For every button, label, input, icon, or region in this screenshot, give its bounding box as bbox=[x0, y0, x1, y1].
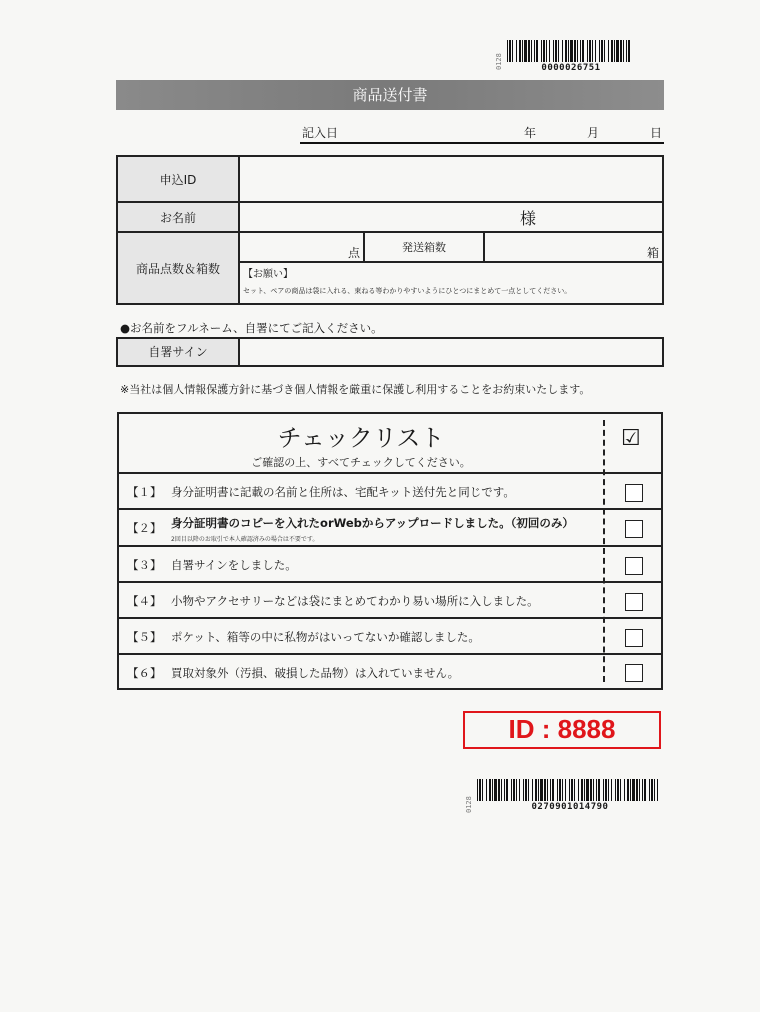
date-year: 年 bbox=[524, 126, 537, 140]
id-stamp: ID : 8888 bbox=[463, 711, 661, 749]
barcode-number: 0270901014790 bbox=[531, 802, 609, 812]
item-text: 買取対象外（汚損、破損した品物）は入れていません。 bbox=[171, 666, 460, 680]
checklist-item bbox=[119, 547, 661, 583]
item-checkbox[interactable] bbox=[625, 484, 643, 502]
barcode-gap bbox=[658, 779, 661, 801]
date-row bbox=[300, 122, 664, 144]
item-checkbox[interactable] bbox=[625, 557, 643, 575]
form-title: 商品送付書 bbox=[116, 80, 664, 110]
checklist bbox=[117, 412, 663, 690]
item-text: 小物やアクセサリーなどは袋にまとめてわかり易い場所に入しました。 bbox=[171, 594, 539, 608]
checklist-title: チェックリスト bbox=[277, 424, 445, 452]
item-number: 【２】 bbox=[127, 521, 162, 535]
request-text: セット、ペアの商品は袋に入れる、束ねる等わかりやすいようにひとつにまとめて一点としてください。 bbox=[243, 287, 572, 295]
checklist-item bbox=[119, 619, 661, 655]
signature-field[interactable] bbox=[240, 339, 662, 365]
item-number: 【４】 bbox=[127, 594, 162, 608]
checklist-item bbox=[119, 655, 661, 688]
privacy-note: ※当社は個人情報保護方針に基づき個人情報を厳重に保護し利用することをお約束いたします。 bbox=[120, 383, 591, 396]
barcode-bars bbox=[477, 779, 663, 801]
info-table bbox=[116, 155, 664, 305]
barcode-gap bbox=[630, 40, 633, 62]
signature-label: 自署サイン bbox=[118, 339, 240, 365]
boxes-field[interactable] bbox=[484, 232, 663, 262]
item-number: 【５】 bbox=[127, 630, 162, 644]
points-unit: 点 bbox=[347, 246, 360, 260]
name-label: お名前 bbox=[117, 202, 239, 232]
request-cell bbox=[239, 262, 663, 304]
item-checkbox[interactable] bbox=[625, 664, 643, 682]
boxes-label: 発送箱数 bbox=[364, 232, 484, 262]
application-id-field[interactable] bbox=[239, 156, 663, 202]
item-checkbox[interactable] bbox=[625, 520, 643, 538]
barcode-side-code: 0128 bbox=[495, 53, 503, 70]
points-field[interactable] bbox=[239, 232, 364, 262]
checklist-item bbox=[119, 474, 661, 510]
name-field[interactable] bbox=[239, 202, 663, 232]
count-label: 商品点数＆箱数 bbox=[117, 232, 239, 304]
item-checkbox[interactable] bbox=[625, 593, 643, 611]
name-suffix: 様 bbox=[520, 209, 537, 228]
signature-row bbox=[116, 337, 664, 367]
header-check-icon: ☑ bbox=[621, 426, 641, 451]
date-label: 記入日 bbox=[302, 126, 339, 140]
item-text: 自署サインをしました。 bbox=[171, 558, 297, 572]
barcode-side-code: 0128 bbox=[465, 796, 473, 813]
item-number: 【１】 bbox=[127, 485, 162, 499]
checklist-header bbox=[119, 414, 661, 474]
item-text: 身分証明書に記載の名前と住所は、宅配キット送付先と同じです。 bbox=[171, 485, 515, 499]
application-id-label: 申込ID bbox=[117, 156, 239, 202]
bottom-barcode bbox=[465, 779, 663, 813]
barcode-number: 0000026751 bbox=[541, 63, 601, 73]
checklist-item bbox=[119, 510, 661, 547]
item-text: 身分証明書のコピーを入れたorWebからアップロードしました。（初回のみ） bbox=[171, 516, 574, 530]
checklist-subtitle: ご確認の上、すべてチェックしてください。 bbox=[251, 456, 471, 469]
date-month: 月 bbox=[587, 126, 600, 140]
fullname-note: ●お名前をフルネーム、自署にてご記入ください。 bbox=[120, 321, 383, 335]
boxes-unit: 箱 bbox=[646, 246, 659, 260]
item-text: ポケット、箱等の中に私物がはいってないか確認しました。 bbox=[171, 630, 480, 644]
item-number: 【３】 bbox=[127, 558, 162, 572]
item-number: 【６】 bbox=[127, 666, 162, 680]
item-checkbox[interactable] bbox=[625, 629, 643, 647]
checklist-item bbox=[119, 583, 661, 619]
top-barcode bbox=[495, 40, 635, 73]
request-title: 【お願い】 bbox=[243, 269, 293, 280]
date-day: 日 bbox=[650, 126, 663, 140]
item-subtext: 2回目以降のお取引で本人確認済みの場合は不要です。 bbox=[171, 536, 319, 543]
barcode-bars bbox=[507, 40, 635, 62]
